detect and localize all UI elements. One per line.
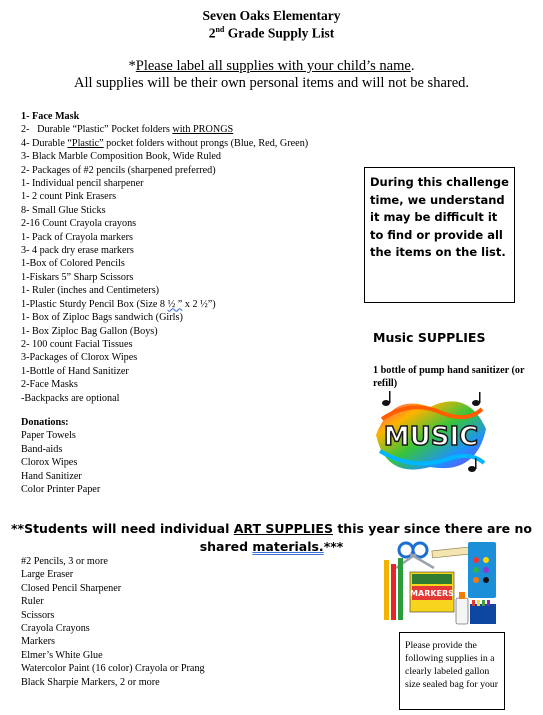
list-item: Black Sharpie Markers, 2 or more bbox=[21, 676, 160, 688]
music-graphic bbox=[372, 389, 490, 479]
bag-instructions-box: Please provide the following supplies in a clearly labeled gallon size sealed bag for your bbox=[399, 632, 505, 710]
markers-box-label: MARKERS bbox=[410, 589, 454, 598]
list-item: Elmer’s White Glue bbox=[21, 649, 103, 661]
list-item: 2-Face Masks bbox=[21, 379, 78, 391]
list-item: 1-Bottle of Hand Sanitizer bbox=[21, 365, 129, 377]
donations-title: Donations: bbox=[21, 417, 69, 428]
list-item: Hand Sanitizer bbox=[21, 470, 82, 482]
list-item: Scissors bbox=[21, 609, 55, 621]
banner-text: **Students will need individual bbox=[11, 521, 234, 536]
list-title-text: Grade Supply List bbox=[224, 25, 335, 41]
list-item: 4- Durable “Plastic” pocket folders without prongs (Blue, Red, Green) bbox=[21, 137, 309, 149]
list-title bbox=[0, 25, 543, 42]
notice-period: . bbox=[410, 58, 415, 74]
school-title: Seven Oaks Elementary bbox=[202, 8, 341, 23]
list-item: Clorox Wipes bbox=[21, 457, 78, 469]
list-item: -Backpacks are optional bbox=[21, 392, 120, 404]
list-item: Closed Pencil Sharpener bbox=[21, 582, 122, 594]
list-item: 2-16 Count Crayola crayons bbox=[21, 218, 137, 230]
markers-box-icon bbox=[410, 572, 454, 612]
list-item: 3- 4 pack dry erase markers bbox=[21, 245, 134, 257]
music-supplies-title: Music SUPPLIES bbox=[373, 330, 486, 345]
label-notice bbox=[0, 58, 543, 75]
list-item: 3-Packages of Clorox Wipes bbox=[21, 352, 138, 364]
grade-suffix: nd bbox=[215, 25, 225, 34]
list-item: Crayola Crayons bbox=[21, 623, 90, 635]
list-item: 1-Plastic Sturdy Pencil Box (Size 8 ½ ” x 2 ½”) bbox=[21, 298, 216, 310]
art-supply-list bbox=[21, 555, 205, 689]
grade-number: 2 bbox=[208, 25, 216, 41]
list-item: Band-aids bbox=[21, 443, 63, 455]
list-item: Ruler bbox=[21, 596, 44, 608]
banner-text: *** bbox=[323, 539, 344, 554]
list-item: 2- Packages of #2 pencils (sharpened preferred) bbox=[21, 164, 216, 176]
pencils-icon bbox=[384, 558, 403, 620]
list-item: Watercolor Paint (16 color) Crayola or Prang bbox=[21, 663, 205, 675]
challenge-note-box: During this challenge time, we understand it may be difficult it to find or provide all the items on the list. bbox=[364, 167, 515, 303]
list-item: 2- 100 count Facial Tissues bbox=[21, 338, 133, 350]
supply-list bbox=[21, 110, 308, 405]
list-item: 1-Fiskars 5” Sharp Scissors bbox=[21, 271, 134, 283]
donations-section bbox=[21, 416, 100, 496]
list-item: 1- Individual pencil sharpener bbox=[21, 178, 144, 190]
sharing-notice: All supplies will be their own personal items and will not be shared. bbox=[73, 75, 470, 91]
list-item: Paper Towels bbox=[21, 430, 76, 442]
banner-text: this year since there are no shared bbox=[199, 521, 532, 554]
list-item: #2 Pencils, 3 or more bbox=[21, 556, 108, 567]
list-item: Color Printer Paper bbox=[21, 484, 101, 496]
watercolor-paint-icon bbox=[468, 542, 496, 598]
list-item: Large Eraser bbox=[21, 569, 74, 581]
list-item: 1- Ruler (inches and Centimeters) bbox=[21, 285, 160, 297]
list-item: 1- Face Mask bbox=[21, 111, 80, 122]
notice-underlined: Please label all supplies with your child’s name bbox=[135, 58, 411, 74]
music-graphic-text: MUSIC bbox=[383, 422, 479, 452]
list-item: Markers bbox=[21, 636, 55, 648]
list-item: 1-Box of Colored Pencils bbox=[21, 258, 125, 270]
list-item: 3- Black Marble Composition Book, Wide Ruled bbox=[21, 151, 222, 163]
list-item: 1- Box Ziploc Bag Gallon (Boys) bbox=[21, 325, 158, 337]
list-item: 1- Box of Ziploc Bags sandwich (Girls) bbox=[21, 312, 183, 324]
list-item: 1- 2 count Pink Erasers bbox=[21, 191, 117, 203]
banner-materials: materials. bbox=[252, 539, 324, 554]
list-item: 8- Small Glue Sticks bbox=[21, 204, 106, 216]
banner-art-supplies: ART SUPPLIES bbox=[233, 521, 333, 536]
art-supplies-graphic bbox=[382, 538, 498, 628]
list-item: 2- Durable “Plastic” Pocket folders with PRONGS bbox=[21, 124, 234, 136]
list-item: 1- Pack of Crayola markers bbox=[21, 231, 134, 243]
notice-asterisk: * bbox=[128, 58, 136, 74]
music-supply-note: 1 bottle of pump hand sanitizer (or refill) bbox=[373, 365, 525, 390]
